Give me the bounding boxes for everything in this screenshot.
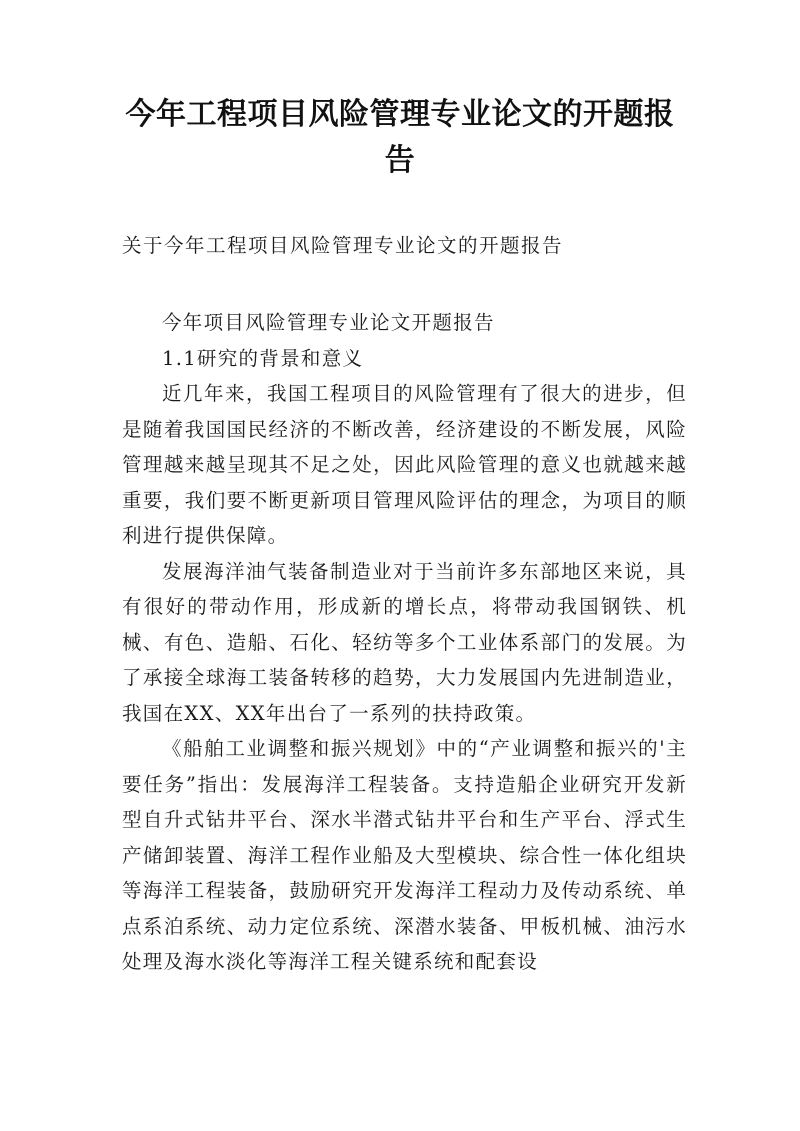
body-paragraph: 《船舶工业调整和振兴规划》中的“产业调整和振兴的'主要任务”指出：发展海洋工程装备。支持造船企业研究开发新型自升式钻井平台、深水半潜式钻井平台和生产平台、浮式生产储卸装置、海洋工程作业船及大型模块、综合性一体化组块等海洋工程装备，鼓励研究开发海洋工程动力及传动系统、单点系泊系统、动力定位系统、深潜水装备、甲板机械、油污水处理及海水淡化等海洋工程关键系统和配套设	[122, 737, 687, 973]
document-body	[122, 305, 687, 980]
document-subtitle: 关于今年工程项目风险管理专业论文的开题报告	[122, 234, 564, 257]
report-heading: 今年项目风险管理专业论文开题报告	[162, 311, 495, 334]
body-paragraph: 近几年来，我国工程项目的风险管理有了很大的进步，但是随着我国国民经济的不断改善，经济建设的不断发展，风险管理越来越呈现其不足之处，因此风险管理的意义也就越来越重要，我们要不断更新项目管理风险评估的理念，为项目的顺利进行提供保障。	[122, 382, 687, 547]
body-paragraph: 发展海洋油气装备制造业对于当前许多东部地区来说，具有很好的带动作用，形成新的增长点，将带动我国钢铁、机械、有色、造船、石化、轻纺等多个工业体系部门的发展。为了承接全球海工装备转移的趋势，大力发展国内先进制造业，我国在XX、XX年出台了一系列的扶持政策。	[122, 559, 687, 725]
section-heading: 1.1研究的背景和意义	[162, 346, 364, 370]
document-title: 今年工程项目风险管理专业论文的开题报告	[125, 97, 675, 178]
